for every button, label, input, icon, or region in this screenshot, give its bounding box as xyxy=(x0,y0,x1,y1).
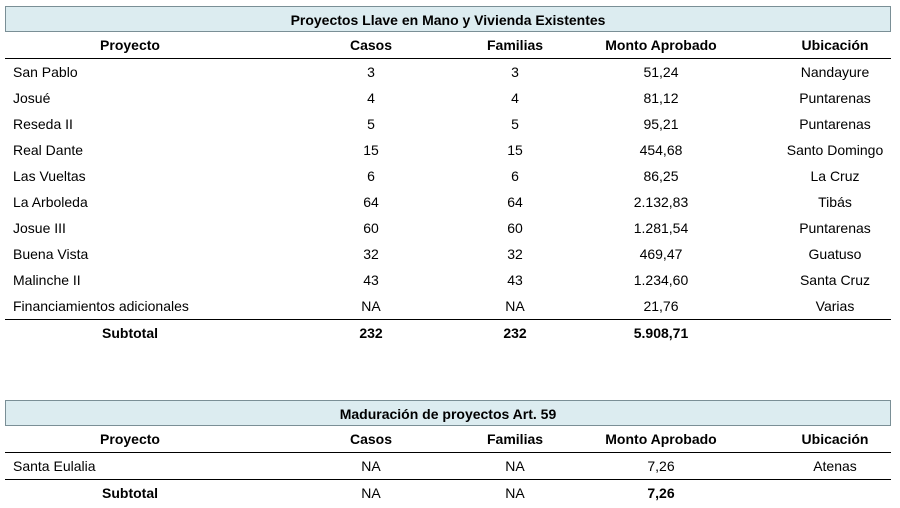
subtotal-label: Subtotal xyxy=(102,485,158,501)
subtotal-casos: NA xyxy=(361,485,381,501)
cell-familias: NA xyxy=(487,453,543,480)
cell-casos: NA xyxy=(255,453,487,480)
cell-casos: NA xyxy=(255,293,487,320)
subtotal-monto: 7,26 xyxy=(647,485,675,501)
cell-proyecto: Financiamientos adicionales xyxy=(5,293,255,320)
table-body xyxy=(5,59,891,347)
cell-monto: 81,12 xyxy=(643,90,679,106)
cell-proyecto: Josué xyxy=(13,90,51,106)
cell-monto: 2.132,83 xyxy=(633,194,689,210)
col-header-ubicacion: Ubicación xyxy=(779,32,891,59)
cell-casos: 60 xyxy=(363,220,379,236)
cell-ubicacion: Nandayure xyxy=(800,64,870,80)
cell-casos: 4 xyxy=(367,90,375,106)
cell-ubicacion: Guatuso xyxy=(808,246,862,262)
data-table xyxy=(5,426,891,506)
cell-familias: 5 xyxy=(511,116,519,132)
cell-proyecto: Las Vueltas xyxy=(13,168,86,184)
cell-casos: 64 xyxy=(363,194,379,210)
cell-casos: 43 xyxy=(363,272,379,288)
cell-familias: 4 xyxy=(511,90,519,106)
cell-familias: 60 xyxy=(507,220,523,236)
cell-familias: 15 xyxy=(507,142,523,158)
col-header-casos: Casos xyxy=(255,32,487,59)
cell-proyecto: San Pablo xyxy=(13,64,78,80)
table-row xyxy=(5,59,891,86)
cell-monto: 86,25 xyxy=(643,168,679,184)
cell-proyecto: La Arboleda xyxy=(13,194,88,210)
col-header-familias: Familias xyxy=(487,32,543,59)
cell-familias: NA xyxy=(487,293,543,320)
cell-monto: 51,24 xyxy=(643,64,679,80)
cell-monto: 7,26 xyxy=(543,453,779,480)
cell-monto: 95,21 xyxy=(643,116,679,132)
cell-familias: 3 xyxy=(511,64,519,80)
table-body xyxy=(5,453,891,507)
data-table xyxy=(5,32,891,346)
cell-monto: 21,76 xyxy=(543,293,779,320)
subtotal-row xyxy=(5,320,891,347)
cell-proyecto: Josue III xyxy=(13,220,66,236)
col-header-proyecto: Proyecto xyxy=(5,426,255,453)
table-title: Proyectos Llave en Mano y Vivienda Existentes xyxy=(5,6,891,32)
cell-familias: 43 xyxy=(507,272,523,288)
table-row xyxy=(5,137,891,163)
cell-monto: 1.281,54 xyxy=(633,220,689,236)
cell-ubicacion: Puntarenas xyxy=(799,116,871,132)
cell-proyecto: Real Dante xyxy=(13,142,84,158)
table-row xyxy=(5,215,891,241)
table-row xyxy=(5,293,891,320)
cell-proyecto: Malinche II xyxy=(13,272,81,288)
col-header-ubicacion: Ubicación xyxy=(779,426,891,453)
cell-monto: 454,68 xyxy=(639,142,683,158)
cell-casos: 3 xyxy=(367,64,375,80)
subtotal-row xyxy=(5,480,891,507)
subtotal-casos: 232 xyxy=(359,325,383,341)
cell-monto: 469,47 xyxy=(639,246,683,262)
table-row xyxy=(5,163,891,189)
table-maduracion xyxy=(5,400,891,506)
cell-ubicacion: Puntarenas xyxy=(799,220,871,236)
table-row xyxy=(5,267,891,293)
table-llave-en-mano xyxy=(5,6,891,346)
subtotal-label: Subtotal xyxy=(102,325,158,341)
cell-casos: 5 xyxy=(367,116,375,132)
col-header-monto: Monto Aprobado xyxy=(543,32,779,59)
cell-ubicacion: Puntarenas xyxy=(799,90,871,106)
table-row xyxy=(5,241,891,267)
cell-casos: 32 xyxy=(363,246,379,262)
table-row xyxy=(5,189,891,215)
cell-ubicacion: Santa Cruz xyxy=(799,272,871,288)
table-row xyxy=(5,453,891,480)
col-header-casos: Casos xyxy=(255,426,487,453)
cell-ubicacion: Santo Domingo xyxy=(786,142,884,158)
col-header-monto: Monto Aprobado xyxy=(543,426,779,453)
cell-familias: 64 xyxy=(507,194,523,210)
cell-ubicacion: Tibás xyxy=(818,194,852,210)
cell-proyecto: Reseda II xyxy=(13,116,73,132)
subtotal-familias: NA xyxy=(505,485,525,501)
header-row xyxy=(5,32,891,59)
cell-proyecto: Buena Vista xyxy=(13,246,89,262)
table-title: Maduración de proyectos Art. 59 xyxy=(5,400,891,426)
table-row xyxy=(5,85,891,111)
subtotal-familias: 232 xyxy=(503,325,527,341)
cell-monto: 1.234,60 xyxy=(633,272,689,288)
col-header-familias: Familias xyxy=(487,426,543,453)
cell-ubicacion: La Cruz xyxy=(810,168,860,184)
cell-ubicacion: Varias xyxy=(779,293,891,320)
table-row xyxy=(5,111,891,137)
cell-familias: 32 xyxy=(507,246,523,262)
cell-casos: 15 xyxy=(363,142,379,158)
cell-ubicacion: Atenas xyxy=(779,453,891,480)
header-row xyxy=(5,426,891,453)
cell-familias: 6 xyxy=(511,168,519,184)
col-header-proyecto: Proyecto xyxy=(5,32,255,59)
cell-proyecto: Santa Eulalia xyxy=(5,453,255,480)
subtotal-ubicacion xyxy=(779,320,891,347)
cell-casos: 6 xyxy=(367,168,375,184)
subtotal-ubicacion xyxy=(779,480,891,507)
subtotal-monto: 5.908,71 xyxy=(633,325,689,341)
